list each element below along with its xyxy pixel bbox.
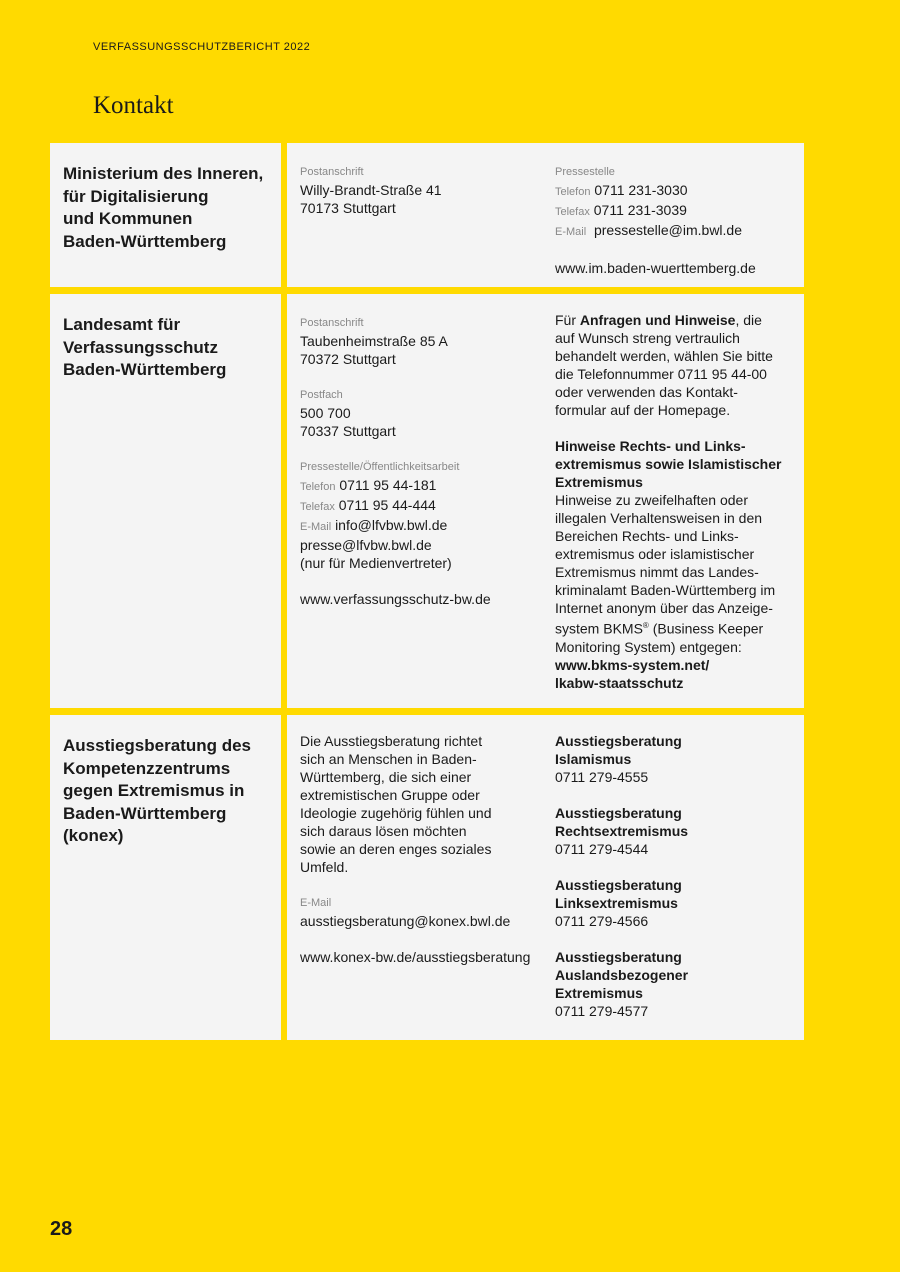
lfv-fax: 0711 95 44-444 xyxy=(338,497,436,513)
ministry-address: Postanschrift Willy-Brandt-Straße 41 70173 Stuttgart xyxy=(300,166,442,216)
ministry-fax: 0711 231-3039 xyxy=(593,202,687,218)
lfv-phone[interactable]: 0711 95 44-181 xyxy=(339,477,437,493)
konex-website-link[interactable]: www.konex-bw.de/ausstiegsberatung xyxy=(300,949,531,965)
konex-contact-box xyxy=(287,715,804,1040)
ministry-press: Pressestelle Telefon 0711 231-3030 Telefax 0711 231-3039 E-Mail pressestelle@im.bwl.de www.im.baden-wuerttemberg.de xyxy=(555,166,756,276)
lfv-name-box xyxy=(50,294,281,708)
konex-phone-islamismus[interactable]: 0711 279-4555 xyxy=(555,769,649,785)
ministry-website-link[interactable]: www.im.baden-wuerttemberg.de xyxy=(555,260,756,276)
page-title: Kontakt xyxy=(93,92,174,119)
konex-phone-ausland[interactable]: 0711 279-4577 xyxy=(555,1003,649,1019)
lfv-name: Landesamt für Verfassungsschutz Baden-Württemberg xyxy=(63,315,227,379)
page-number: 28 xyxy=(50,1218,73,1240)
konex-contacts: Ausstiegsberatung Islamismus 0711 279-4555 Ausstiegsberatung Rechtsextremismus 0711 279-4544 Ausstiegsberatung Linksextremismus 0711 279-4566 Ausstiegsberatung Auslandsbezogener Extremismus 0711 279-4577 xyxy=(555,733,689,1019)
konex-email-link[interactable]: ausstiegsberatung@konex.bwl.de xyxy=(300,913,511,929)
bkms-link-cont[interactable]: lkabw-staatsschutz xyxy=(555,674,684,691)
konex-phone-rechts[interactable]: 0711 279-4544 xyxy=(555,841,649,857)
lfv-press-email-link[interactable]: presse@lfvbw.bwl.de xyxy=(300,537,432,553)
report-header: VERFASSUNGSSCHUTZBERICHT 2022 xyxy=(93,41,311,53)
ministry-contact-box xyxy=(287,143,804,287)
ministry-email-link[interactable]: pressestelle@im.bwl.de xyxy=(593,222,742,238)
lfv-email-link[interactable]: info@lfvbw.bwl.de xyxy=(335,517,448,533)
lfv-hinweise: Für Anfragen und Hinweise, die auf Wunsch streng vertraulich behandelt werden, wählen Sie bitte die Telefonnummer 0711 95 44-00 oder verwenden das Kontakt- formular auf der Homepage. Hinweise Rechts- und Links- extremismus sowie Islamistischer Extremismus Hinweise zu zweifelhaften oder illegalen Verhaltensweisen in den Bereichen Rechts- und Links- extremismus oder islamistischer Extremismus nimmt das Landes- kriminalamt Baden-Württemberg im Internet anonym über das Anzeige- system BKMS® (Business Keeper Monitoring System) entgegen: www.bkms-system.net/ lkabw-staatsschutz xyxy=(555,312,782,691)
konex-name-box xyxy=(50,715,281,1040)
lfv-website-link[interactable]: www.verfassungsschutz-bw.de xyxy=(300,591,491,607)
ministry-phone[interactable]: 0711 231-3030 xyxy=(594,182,688,198)
lfv-address: Postanschrift Taubenheimstraße 85 A 70372 Stuttgart Postfach 500 700 70337 Stuttgart Pressestelle/Öffentlichkeitsarbeit Telefon 0711 95 44-181 Telefax 0711 95 44-444 E-Mail info@lfvbw.bwl.de presse@lfvbw.bwl.de (nur für Medienvertreter) www.verfassungsschutz-bw.de xyxy=(300,317,491,607)
konex-description: Die Ausstiegsberatung richtet sich an Menschen in Baden- Württemberg, die sich einer extremistischen Gruppe oder Ideologie zugehörig fühlen und sich daraus lösen möchten sowie an deren enges soziales Umfeld. E-Mail ausstiegsberatung@konex.bwl.de www.konex-bw.de/ausstiegsberatung xyxy=(300,733,531,965)
konex-name: Ausstiegsberatung des Kompetenzzentrums gegen Extremismus in Baden-Württemberg (konex) xyxy=(63,736,251,845)
bkms-link[interactable]: www.bkms-system.net/ xyxy=(555,656,710,673)
ministry-name: Ministerium des Inneren, für Digitalisierung und Kommunen Baden-Württemberg xyxy=(63,164,264,251)
ministry-name-box xyxy=(50,143,281,287)
konex-phone-links[interactable]: 0711 279-4566 xyxy=(555,913,649,929)
lfv-contact-box xyxy=(287,294,804,708)
